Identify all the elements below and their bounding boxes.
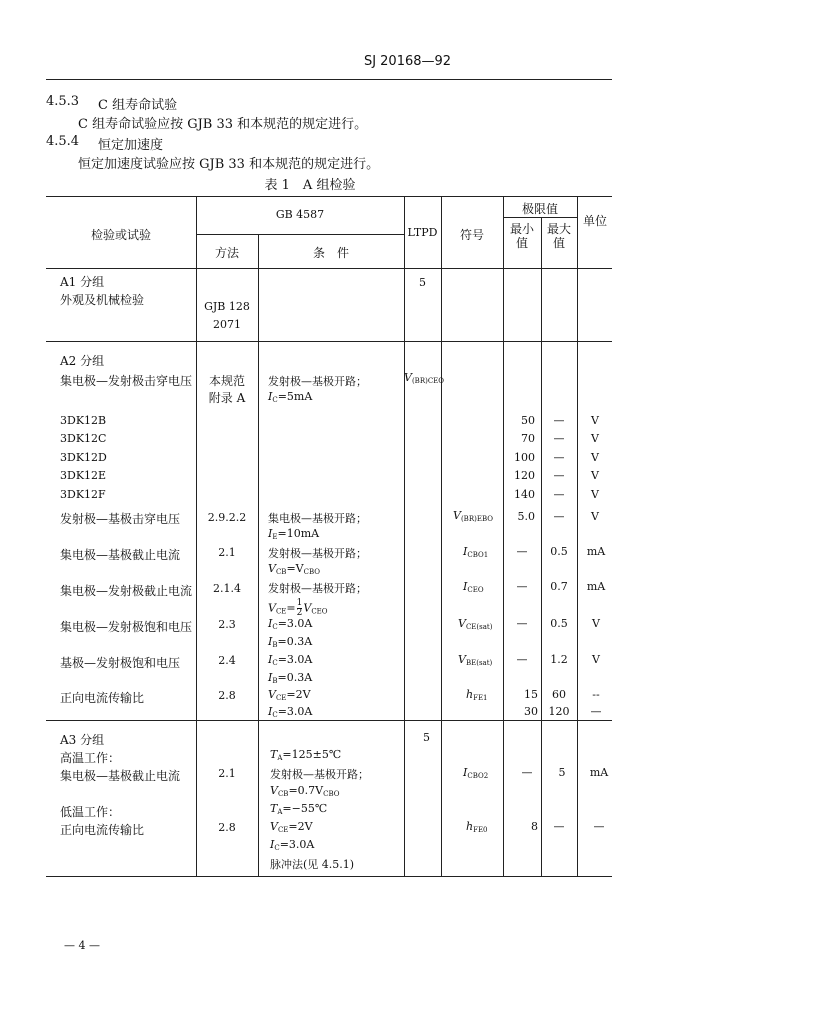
header-bottom-border: [46, 268, 612, 269]
section-453-number: 4.5.3: [46, 94, 80, 109]
a2-hfe1-max-2: 120: [548, 705, 570, 718]
a2-hfe1-max-1: 60: [552, 688, 566, 701]
a2-vbrceo-cond-2: $I_C=5mA$: [268, 390, 313, 404]
gb-header-rule: [196, 234, 404, 235]
table-bottom-border: [46, 876, 612, 877]
a1-method-1: GJB 128: [204, 300, 250, 313]
a2-vcesat-max: 0.5: [550, 617, 568, 630]
a1-method-2: 2071: [213, 318, 241, 331]
model-unit: V: [591, 469, 599, 482]
a3-hfe0-symbol: $h_{FE0}$: [466, 820, 488, 834]
header-rule: [46, 79, 612, 80]
a2-test-icbo: 集电极—基极截止电流: [60, 548, 181, 562]
model-min: 70: [521, 432, 535, 445]
a2-iceo-max: 0.7: [550, 580, 568, 593]
col-divider-ltpd: [404, 196, 405, 876]
a3-group-label: A3 分组: [60, 733, 105, 747]
section-454-number: 4.5.4: [46, 134, 80, 149]
a2-vbesat-symbol: $V_{BE(sat)}$: [458, 653, 493, 667]
model-max: —: [553, 414, 565, 427]
a2-vbrebo-symbol: $V_{(BR)EBO}$: [453, 509, 493, 523]
section-454-text: 恒定加速度试验应按 GJB 33 和本规范的规定进行。: [78, 157, 380, 172]
a2-hfe1-unit-2: —: [590, 705, 602, 718]
header-ltpd: LTPD: [407, 226, 438, 239]
a3-hfe0-unit: —: [593, 820, 605, 833]
a2-vbrebo-cond-1: 集电极—基极开路；: [268, 512, 367, 525]
a2-test-vbrceo: 集电极—发射极击穿电压: [60, 374, 193, 388]
table-top-border: [46, 196, 612, 197]
a2-test-vcesat: 集电极—发射极饱和电压: [60, 620, 193, 634]
a3-icbo2-unit: mA: [589, 766, 609, 779]
a3-icbo2-method: 2.1: [218, 767, 236, 780]
model-min: 120: [514, 469, 535, 482]
a2-vcesat-method: 2.3: [218, 618, 236, 631]
model-unit: V: [591, 414, 599, 427]
a3-icbo2-cond-2: $V_{CB}=0.7V_{CBO}$: [270, 784, 340, 798]
a2-vbesat-method: 2.4: [218, 654, 236, 667]
table-caption: 表 1 A 组检验: [264, 178, 356, 193]
page-number: — 4 —: [64, 939, 100, 952]
model-name: 3DK12F: [60, 488, 106, 501]
a3-ltpd: 5: [423, 731, 430, 744]
a2-vbrceo-cond-1: 发射极—基极开路；: [268, 375, 367, 388]
a2-iceo-cond-1: 发射极—基极开路；: [268, 582, 367, 595]
a3-hfe0-cond-1: $V_{CE}=2V$: [270, 820, 313, 834]
limits-header-rule: [503, 217, 577, 218]
a3-hfe0-method: 2.8: [218, 821, 236, 834]
a1-test: 外观及机械检验: [60, 293, 145, 307]
a2-vbesat-min: —: [516, 653, 528, 666]
a1-ltpd: 5: [419, 276, 426, 289]
a2-vbrceo-method-1: 本规范: [208, 374, 245, 388]
a2-vbrebo-unit: V: [591, 510, 599, 523]
model-max: —: [553, 469, 565, 482]
a2-vbrceo-symbol: $V_{(BR)CEO}$: [404, 371, 445, 385]
a3-icbo2-min: —: [521, 766, 533, 779]
model-name: 3DK12D: [60, 451, 107, 464]
a2-iceo-cond-2: $V_{CE}=$ $\frac{1}{2}$ $V_{CEO}$: [268, 598, 328, 618]
a2-vcesat-cond-1: $I_C=3.0A$: [268, 617, 313, 631]
a3-hfe0-max: —: [553, 820, 565, 833]
model-min: 100: [514, 451, 535, 464]
a2-test-hfe1: 正向电流传输比: [60, 691, 145, 705]
model-unit: V: [591, 488, 599, 501]
model-name: 3DK12B: [60, 414, 107, 427]
header-unit: 单位: [582, 214, 607, 228]
header-limits: 极限值: [521, 202, 558, 216]
model-min: 50: [521, 414, 535, 427]
a3-icbo2-cond-1: 发射极—基极开路；: [270, 768, 369, 781]
header-method: 方法: [214, 246, 239, 260]
a2-vbrceo-method-2: 附录 A: [208, 391, 246, 405]
model-name: 3DK12E: [60, 469, 107, 482]
document-standard-id: SJ 20168—92: [363, 54, 452, 69]
a3-icbo2-max: 5: [558, 766, 566, 779]
a3-hfe0-cond-3: 脉冲法(见 4.5.1): [270, 858, 355, 871]
col-divider-symbol: [441, 196, 442, 876]
model-max: —: [553, 432, 565, 445]
a1-group-label: A1 分组: [60, 275, 105, 289]
a1-bottom-border: [46, 341, 612, 342]
a2-hfe1-min-1: 15: [524, 688, 538, 701]
a2-icbo-symbol: $I_{CBO1}$: [463, 545, 489, 559]
a2-vbesat-cond-2: $I_B=0.3A$: [268, 671, 313, 685]
header-symbol: 符号: [459, 228, 484, 242]
a2-hfe1-cond-2: $I_C=3.0A$: [268, 705, 313, 719]
model-unit: V: [591, 432, 599, 445]
a2-test-iceo: 集电极—发射极截止电流: [60, 584, 193, 598]
section-454-title: 恒定加速度: [98, 138, 164, 153]
a2-vbesat-max: 1.2: [550, 653, 568, 666]
header-max: 最大值: [546, 222, 571, 250]
a3-high-temp-label: 高温工作：: [60, 751, 121, 765]
a2-iceo-min: —: [516, 580, 528, 593]
a2-hfe1-unit-1: --: [592, 688, 600, 701]
a3-test-hfe0: 正向电流传输比: [60, 823, 145, 837]
a2-vbesat-unit: V: [592, 653, 600, 666]
a3-low-temp-cond: $T_A=-55℃$: [270, 802, 328, 816]
a2-vcesat-symbol: $V_{CE(sat)}$: [458, 617, 493, 631]
a2-vbrebo-min: 5.0: [517, 510, 535, 523]
a2-icbo-cond-1: 发射极—基极开路；: [268, 547, 367, 560]
a2-test-vbrebo: 发射极—基极击穿电压: [60, 512, 181, 526]
a2-vbesat-cond-1: $I_C=3.0A$: [268, 653, 313, 667]
a2-vbrebo-method: 2.9.2.2: [207, 511, 247, 524]
a2-vcesat-cond-2: $I_B=0.3A$: [268, 635, 313, 649]
a2-icbo-max: 0.5: [550, 545, 568, 558]
a2-icbo-min: —: [516, 545, 528, 558]
header-min: 最小值: [509, 222, 534, 250]
a3-test-icbo2: 集电极—基极截止电流: [60, 769, 181, 783]
section-453-title: C 组寿命试验: [98, 98, 178, 113]
header-test: 检验或试验: [90, 228, 151, 242]
a2-hfe1-min-2: 30: [524, 705, 538, 718]
a3-icbo2-symbol: $I_{CBO2}$: [463, 766, 489, 780]
a3-high-temp-cond: $T_A=125\pm 5℃$: [270, 748, 342, 762]
header-gb4587: GB 4587: [275, 208, 325, 221]
model-min: 140: [514, 488, 535, 501]
a2-iceo-unit: mA: [586, 580, 606, 593]
a2-vbrebo-cond-2: $I_E=10mA$: [268, 527, 320, 541]
a3-hfe0-min: 8: [531, 820, 538, 833]
a2-vbrebo-max: —: [553, 510, 565, 523]
model-unit: V: [591, 451, 599, 464]
col-divider-condition: [258, 234, 259, 876]
header-condition: 条 件: [312, 246, 349, 260]
a2-icbo-method: 2.1: [218, 546, 236, 559]
a2-hfe1-cond-1: $V_{CE}=2V$: [268, 688, 311, 702]
a2-icbo-unit: mA: [586, 545, 606, 558]
a2-hfe1-method: 2.8: [218, 689, 236, 702]
a3-low-temp-label: 低温工作：: [60, 805, 121, 819]
model-max: —: [553, 488, 565, 501]
a2-vcesat-unit: V: [592, 617, 600, 630]
section-453-text: C 组寿命试验应按 GJB 33 和本规范的规定进行。: [78, 117, 368, 132]
a2-iceo-symbol: $I_{CEO}$: [463, 580, 484, 594]
a3-hfe0-cond-2: $I_C=3.0A$: [270, 838, 315, 852]
a2-group-label: A2 分组: [60, 354, 105, 368]
model-name: 3DK12C: [60, 432, 107, 445]
a2-vcesat-min: —: [516, 617, 528, 630]
a2-iceo-method: 2.1.4: [213, 582, 241, 595]
model-max: —: [553, 451, 565, 464]
a2-bottom-border: [46, 720, 612, 721]
a2-icbo-cond-2: $V_{CB}=V_{CBO}$: [268, 562, 320, 576]
a2-test-vbesat: 基极—发射极饱和电压: [60, 656, 181, 670]
a2-hfe1-symbol: $h_{FE1}$: [466, 688, 488, 702]
